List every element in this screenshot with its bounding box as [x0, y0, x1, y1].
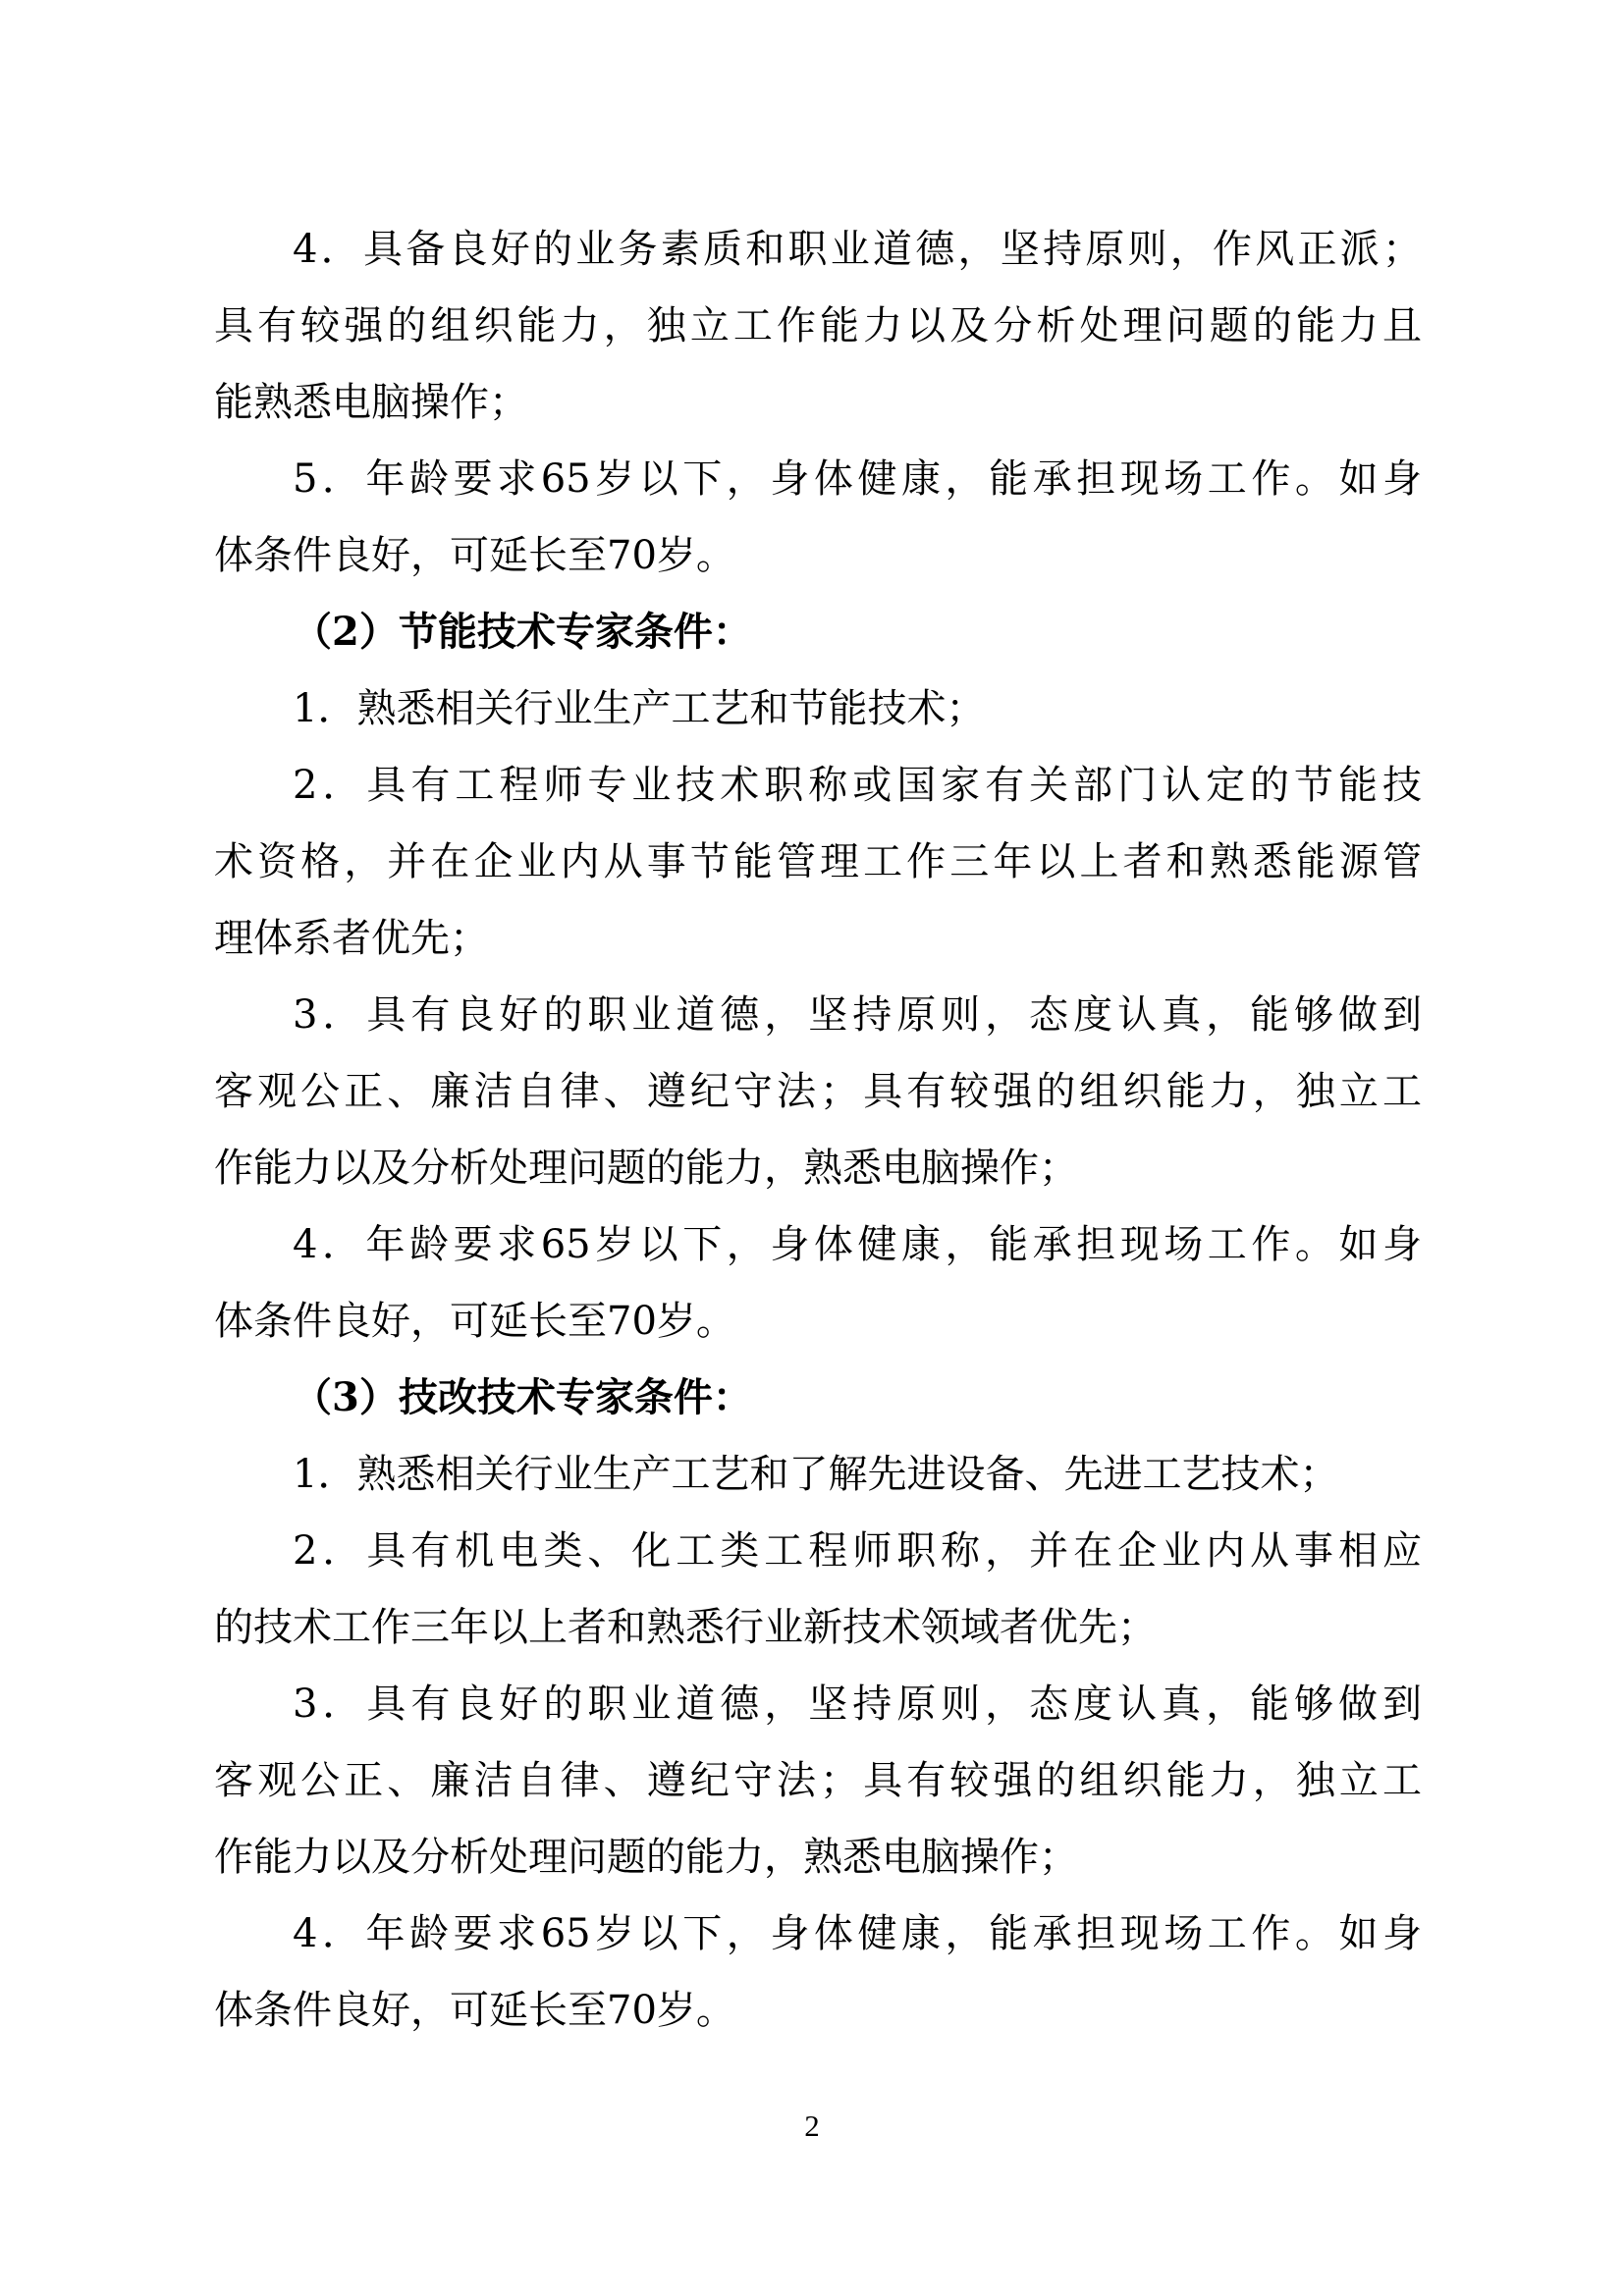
paragraph-line: 客观公正、廉洁自律、遵纪守法；具有较强的组织能力，独立工 [214, 1069, 1422, 1114]
paragraph-line: 4．年龄要求65岁以下，身体健康，能承担现场工作。如身 [293, 1911, 1422, 1956]
paragraph-line: 理体系者优先； [214, 916, 489, 961]
section-heading: （3）技改技术专家条件： [293, 1374, 752, 1420]
paragraph-line: 作能力以及分析处理问题的能力，熟悉电脑操作； [214, 1146, 1078, 1191]
paragraph-line: 术资格，并在企业内从事节能管理工作三年以上者和熟悉能源管 [214, 839, 1422, 884]
paragraph-line: 具有较强的组织能力，独立工作能力以及分析处理问题的能力且 [214, 303, 1422, 348]
paragraph-line: 客观公正、廉洁自律、遵纪守法；具有较强的组织能力，独立工 [214, 1758, 1422, 1803]
paragraph-line: 体条件良好，可延长至70岁。 [214, 533, 735, 578]
page-number: 2 [804, 2109, 820, 2143]
paragraph-line: 体条件良好，可延长至70岁。 [214, 1299, 735, 1344]
paragraph-line: 3．具有良好的职业道德，坚持原则，态度认真，能够做到 [293, 1682, 1422, 1727]
paragraph-line: 1．熟悉相关行业生产工艺和节能技术； [293, 686, 986, 731]
paragraph-line: 5．年龄要求65岁以下，身体健康，能承担现场工作。如身 [293, 456, 1422, 502]
paragraph-line: 3．具有良好的职业道德，坚持原则，态度认真，能够做到 [293, 992, 1422, 1038]
paragraph-line: 能熟悉电脑操作； [214, 380, 528, 425]
paragraph-line: 4．年龄要求65岁以下，身体健康，能承担现场工作。如身 [293, 1222, 1422, 1267]
paragraph-line: 的技术工作三年以上者和熟悉行业新技术领域者优先； [214, 1605, 1157, 1650]
paragraph-line: 2．具有机电类、化工类工程师职称，并在企业内从事相应 [293, 1528, 1422, 1574]
paragraph-line: 4．具备良好的业务素质和职业道德，坚持原则，作风正派； [293, 227, 1422, 272]
paragraph-line: 作能力以及分析处理问题的能力，熟悉电脑操作； [214, 1835, 1078, 1880]
paragraph-line: 2．具有工程师专业技术职称或国家有关部门认定的节能技 [293, 763, 1422, 808]
paragraph-line: 1．熟悉相关行业生产工艺和了解先进设备、先进工艺技术； [293, 1452, 1339, 1497]
section-heading: （2）节能技术专家条件： [293, 609, 752, 655]
paragraph-line: 体条件良好，可延长至70岁。 [214, 1988, 735, 2033]
